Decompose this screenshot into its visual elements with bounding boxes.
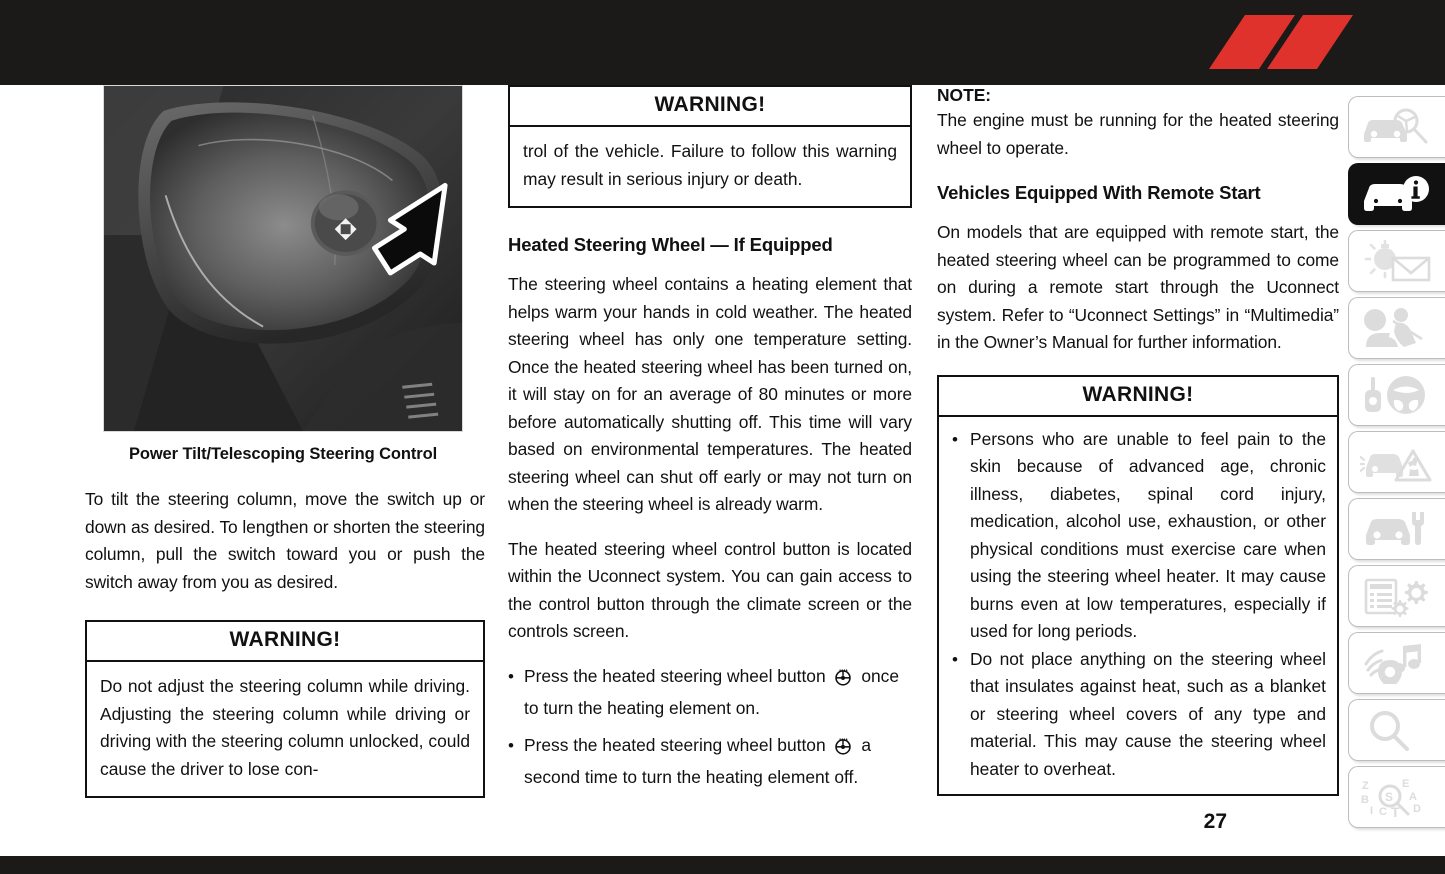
occupant-seatbelt-airbag-icon: [1360, 307, 1434, 349]
section-heading-heated-steering-wheel: Heated Steering Wheel — If Equipped: [508, 234, 833, 255]
warning-box-middle: [508, 85, 912, 208]
list-item: • Do not place anything on the steering wheel that insulates against heat, such as a blanket or steering wheel covers of any type and material. This may cause the steering wheel heater to overheat.: [950, 646, 1326, 784]
warning-title: WARNING!: [510, 87, 910, 127]
note-text: The engine must be running for the heated steering wheel to operate.: [937, 110, 1339, 158]
tab-in-case-of-emergency[interactable]: [1348, 431, 1445, 493]
tab-getting-to-know-your-vehicle[interactable]: [1348, 96, 1445, 158]
warning-lamp-with-envelope-icon: [1360, 240, 1434, 282]
heated-steering-wheel-icon: [832, 665, 854, 696]
svg-text:S: S: [1385, 790, 1394, 804]
middle-paragraph-1: The steering wheel contains a heating element that helps warm your hands in cold weather. The heated steering wheel has only one temperature setting. Once the heated steering wheel has been turned on, it will stay on for an average of 80 minutes or more before automatically shutting off. This time will vary based on environmental temperatures. The heated steering wheel can shut off early or may not turn on when the steering wheel is already warm.: [508, 274, 912, 514]
heated-steering-wheel-icon: [832, 734, 854, 765]
warning-box-left: [85, 620, 485, 798]
left-paragraph: To tilt the steering column, move the switch up or down as desired. To lengthen or shorten the steering column, pull the switch toward you or push the switch away from you as desired.: [85, 489, 485, 592]
bullet-text-after: once to turn the heating element on.: [524, 665, 900, 718]
tab-servicing-and-maintenance[interactable]: [1348, 498, 1445, 560]
right-paragraph: On models that are equipped with remote start, the heated steering wheel can be programmed to come on during a remote start through the Uconnect system. Refer to “Uconnect Settings” in “Multimedia” in the Owner’s Manual for further information.: [937, 222, 1339, 352]
section-heading-remote-start: Vehicles Equipped With Remote Start: [937, 182, 1261, 203]
middle-paragraph-2: The heated steering wheel control button is located within the Uconnect system. You can gain access to the control button through the climate screen or the controls screen.: [508, 538, 912, 641]
note-label: NOTE:: [937, 85, 992, 105]
tab-index[interactable]: [1348, 699, 1445, 761]
warning-text: Do not adjust the steering column while driving. Adjusting the steering column while driving or driving with the steering column unlocked, could cause the driver to lose con-: [100, 676, 470, 779]
bullet-text-before: Press the heated steering wheel button: [524, 665, 826, 686]
car-with-info-badge-icon: [1360, 173, 1434, 215]
warning-text: trol of the vehicle. Failure to follow this warning may result in serious injury or death.: [523, 141, 897, 189]
heated-wheel-instruction-list: [508, 663, 912, 792]
tab-warning-lights-and-messages[interactable]: [1348, 230, 1445, 292]
page-number: 27: [1203, 810, 1227, 833]
bullet-text-after: a second time to turn the heating element off.: [524, 734, 871, 787]
chapter-tab-rail: [1348, 96, 1445, 833]
warning-box-right: [937, 375, 1339, 797]
svg-text:I: I: [1370, 805, 1374, 817]
tab-vehicle-information[interactable]: [1348, 163, 1445, 225]
steering-column-switch-photo: [103, 85, 463, 432]
car-with-hazard-triangle-icon: [1360, 441, 1434, 483]
column-left: [85, 85, 485, 798]
tab-safety[interactable]: [1348, 297, 1445, 359]
list-item: [508, 732, 912, 792]
bullet-text-before: Press the heated steering wheel button: [524, 734, 826, 755]
tab-glossary[interactable]: [1348, 766, 1445, 828]
key-and-steering-wheel-icon: [1360, 374, 1434, 416]
magnifier-over-letters-icon: [1360, 776, 1434, 818]
warning-title: WARNING!: [87, 622, 483, 662]
svg-text:T: T: [1391, 804, 1400, 818]
figure-power-tilt-steering: [103, 85, 463, 464]
warning-bullet-list: [950, 426, 1326, 784]
column-right: [937, 85, 1339, 833]
list-item: • Persons who are unable to feel pain to the skin because of advanced age, chronic illness, diabetes, spinal cord injury, medication, alcohol use, exhaustion, or other physical conditions must exercise care when using the steering wheel heater. It may cause burns even at low temperatures, especially if used for long periods.: [950, 426, 1326, 646]
list-with-gears-icon: [1360, 575, 1434, 617]
warning-title: WARNING!: [939, 377, 1337, 417]
car-with-magnifier-icon: [1360, 106, 1434, 148]
tab-specifications[interactable]: [1348, 565, 1445, 627]
header-band: [0, 0, 1445, 85]
svg-text:B: B: [1361, 794, 1369, 806]
tab-starting-and-operating[interactable]: [1348, 364, 1445, 426]
column-middle: [508, 85, 912, 801]
magnifier-icon: [1360, 709, 1434, 751]
car-with-wrench-icon: [1360, 508, 1434, 550]
svg-text:E: E: [1402, 778, 1410, 790]
tab-multimedia[interactable]: [1348, 632, 1445, 694]
svg-text:C: C: [1379, 806, 1387, 818]
dodge-slashes-logo: [1187, 13, 1427, 71]
svg-text:A: A: [1409, 791, 1417, 803]
music-note-with-signal-icon: [1360, 642, 1434, 684]
page-content: [0, 85, 1445, 856]
list-item: [508, 663, 912, 723]
footer-band: [0, 856, 1445, 874]
figure-caption: Power Tilt/Telescoping Steering Control: [128, 445, 438, 463]
svg-text:D: D: [1413, 803, 1421, 815]
svg-text:Z: Z: [1362, 780, 1369, 792]
